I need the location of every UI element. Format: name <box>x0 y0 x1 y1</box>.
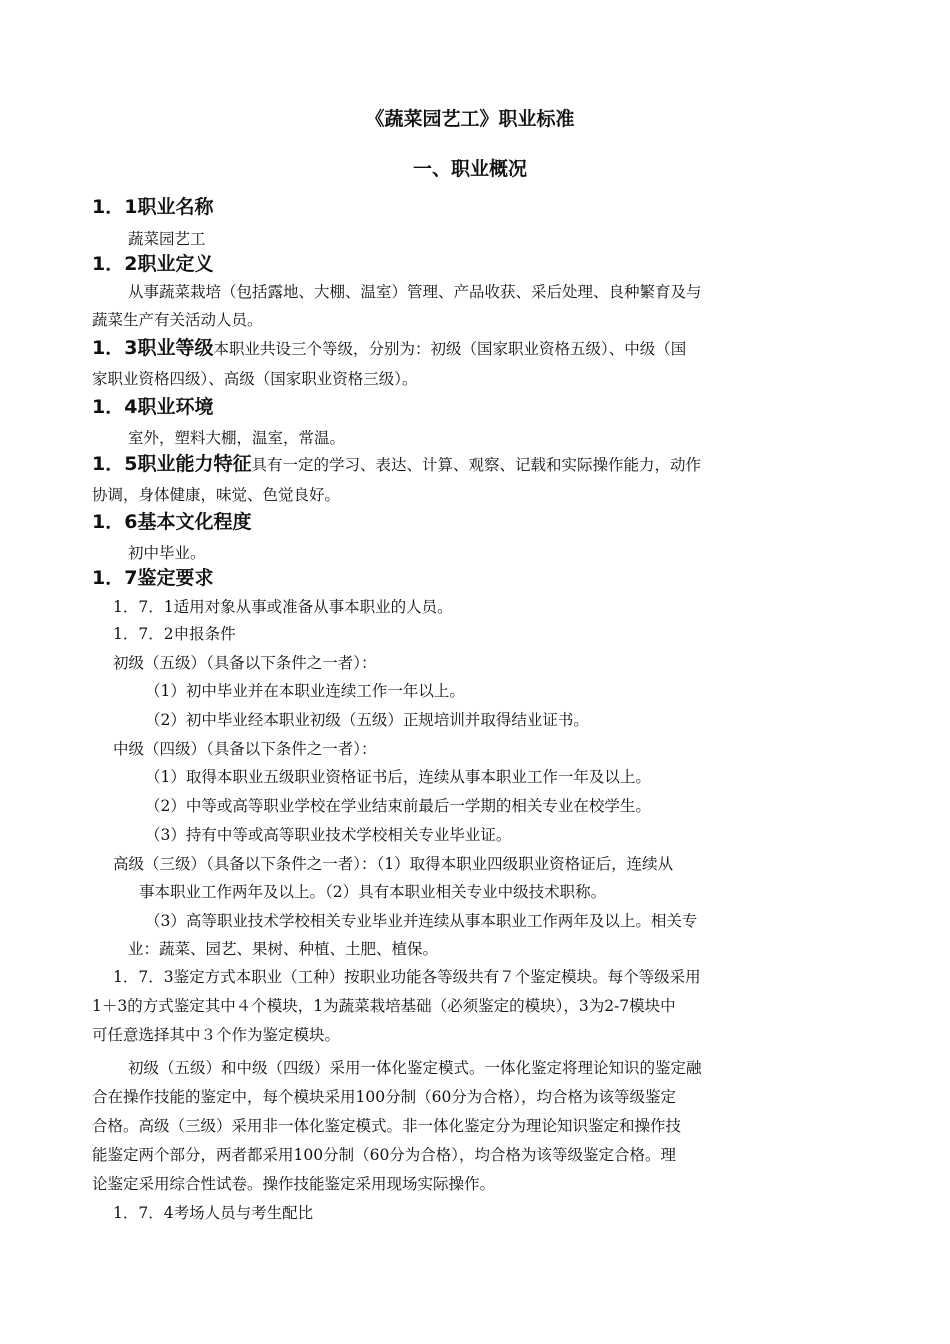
intermediate-condition-1: （1）取得本职业五级职业资格证书后，连续从事本职业工作一年及以上。 <box>145 768 651 786</box>
assessment-line2: 合在操作技能的鉴定中，每个模块采用100分制（60分为合格），均合格为该等级鉴定 <box>92 1088 677 1106</box>
item-1-7-3-line2: 1＋3的方式鉴定其中４个模块，1为蔬菜栽培基础（必须鉴定的模块），3为2-7模块中 <box>92 997 676 1015</box>
para-1-5-line1 <box>92 453 701 476</box>
heading-1-7: 1．7鉴定要求 <box>92 567 214 589</box>
section-title: 一、职业概况 <box>412 158 527 180</box>
heading-1-4: 1．4职业环境 <box>92 396 214 418</box>
item-1-7-3-line3: 可任意选择其中３个作为鉴定模块。 <box>92 1026 341 1044</box>
body-1-6: 初中毕业。 <box>128 544 206 562</box>
heading-1-1: 1．1职业名称 <box>92 196 214 218</box>
senior-line4: 业：蔬菜、园艺、果树、种植、土肥、植保。 <box>128 940 439 958</box>
body-1-2-line1: 从事蔬菜栽培（包括露地、大棚、温室）管理、产品收获、采后处理、良种繁育及与 <box>128 283 702 301</box>
junior-condition-2: （2）初中毕业经本职业初级（五级）正规培训并取得结业证书。 <box>145 711 589 729</box>
body-1-5-line2: 协调，身体健康，味觉、色觉良好。 <box>92 486 341 504</box>
item-1-7-1: 1．7．1适用对象从事或准备从事本职业的人员。 <box>113 598 453 616</box>
heading-1-5: 1．5职业能力特征 <box>92 453 252 475</box>
assessment-line4: 能鉴定两个部分，两者都采用100分制（60分为合格），均合格为该等级鉴定合格。理 <box>92 1146 677 1164</box>
item-1-7-3-line1: 1．7．3鉴定方式本职业（工种）按职业功能各等级共有７个鉴定模块。每个等级采用 <box>113 968 701 986</box>
body-1-1: 蔬菜园艺工 <box>128 230 206 248</box>
senior-line1: 高级（三级）（具备以下条件之一者）：（1）取得本职业四级职业资格证后，连续从 <box>113 855 674 873</box>
intermediate-label: 中级（四级）（具备以下条件之一者）： <box>113 740 377 758</box>
body-1-4: 室外，塑料大棚，温室，常温。 <box>128 429 346 447</box>
senior-line2: 事本职业工作两年及以上。（2）具有本职业相关专业中级技术职称。 <box>139 883 607 901</box>
assessment-line3: 合格。高级（三级）采用非一体化鉴定模式。非一体化鉴定分为理论知识鉴定和操作技 <box>92 1117 682 1135</box>
intermediate-condition-2: （2）中等或高等职业学校在学业结束前最后一学期的相关专业在校学生。 <box>145 797 651 815</box>
item-1-7-4: 1．7．4考场人员与考生配比 <box>113 1204 314 1222</box>
senior-line3: （3）高等职业技术学校相关专业毕业并连续从事本职业工作两年及以上。相关专 <box>145 912 698 930</box>
assessment-line5: 论鉴定采用综合性试卷。操作技能鉴定采用现场实际操作。 <box>92 1175 496 1193</box>
body-1-3-line1: 本职业共设三个等级，分别为：初级（国家职业资格五级）、中级（国 <box>213 340 687 358</box>
junior-condition-1: （1）初中毕业并在本职业连续工作一年以上。 <box>145 682 465 700</box>
junior-label: 初级（五级）（具备以下条件之一者）： <box>113 654 377 672</box>
intermediate-condition-3: （3）持有中等或高等职业技术学校相关专业毕业证。 <box>145 826 512 844</box>
body-1-5-line1: 具有一定的学习、表达、计算、观察、记载和实际操作能力，动作 <box>251 456 701 474</box>
body-1-2-line2: 蔬菜生产有关活动人员。 <box>92 311 263 329</box>
document-title: 《蔬菜园艺工》职业标准 <box>365 108 575 130</box>
heading-1-6: 1．6基本文化程度 <box>92 511 252 533</box>
heading-1-3: 1．3职业等级 <box>92 337 214 359</box>
body-1-3-line2: 家职业资格四级）、高级（国家职业资格三级）。 <box>92 370 418 388</box>
para-1-3-line1 <box>92 337 686 360</box>
item-1-7-2: 1．7．2申报条件 <box>113 625 236 643</box>
heading-1-2: 1．2职业定义 <box>92 253 214 275</box>
assessment-line1: 初级（五级）和中级（四级）采用一体化鉴定模式。一体化鉴定将理论知识的鉴定融 <box>128 1059 702 1077</box>
